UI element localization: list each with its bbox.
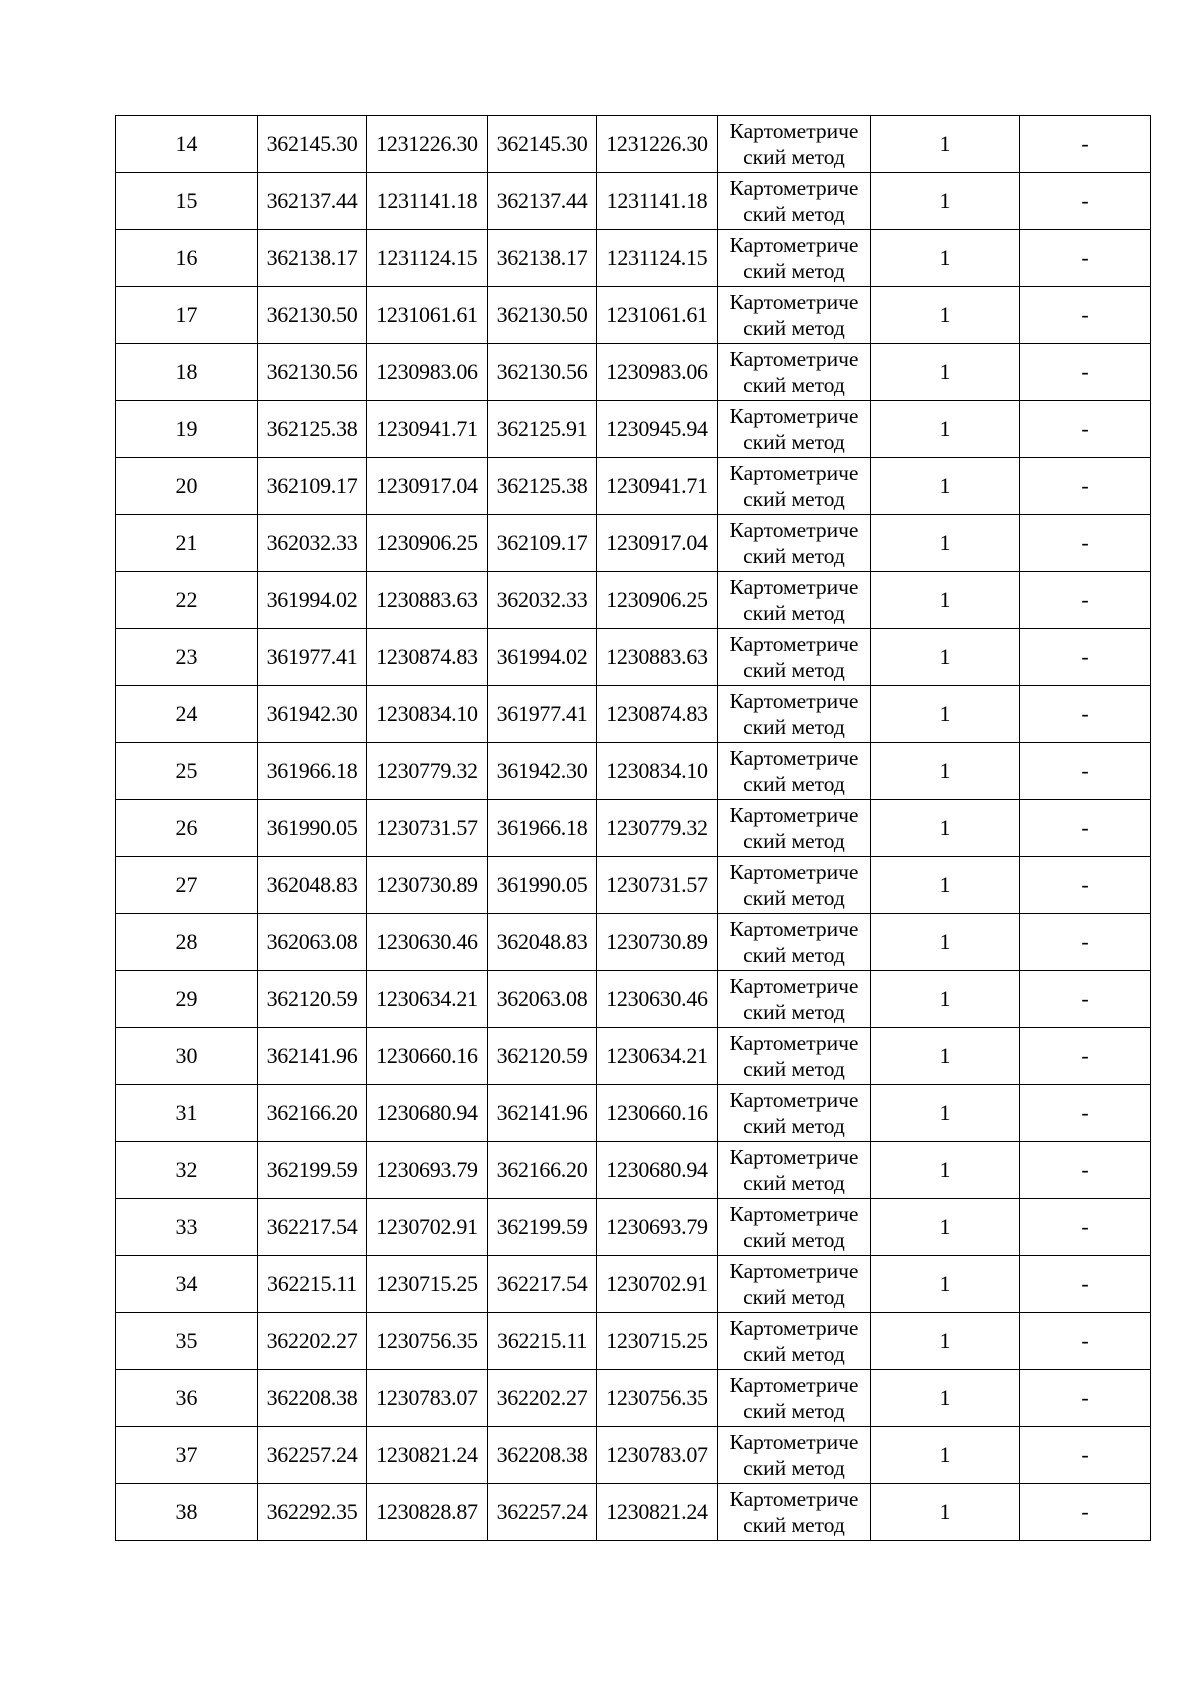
x-refined-cell: 362048.83 (488, 914, 597, 971)
point-number-cell: 26 (116, 800, 258, 857)
x-existing-cell: 362120.59 (258, 971, 367, 1028)
method-line-2: ский метод (743, 202, 845, 226)
y-refined-cell: 1230715.25 (597, 1313, 718, 1370)
method-line-2: ский метод (743, 943, 845, 967)
y-refined-cell: 1231124.15 (597, 230, 718, 287)
method-line-2: ский метод (743, 1342, 845, 1366)
method-line-2: ский метод (743, 658, 845, 682)
method-line-2: ский метод (743, 430, 845, 454)
x-existing-cell: 362202.27 (258, 1313, 367, 1370)
table-row (116, 1313, 1151, 1370)
note-cell: - (1020, 1199, 1151, 1256)
accuracy-cell: 1 (871, 230, 1020, 287)
table-body (116, 116, 1151, 1541)
x-refined-cell: 362141.96 (488, 1085, 597, 1142)
note-cell: - (1020, 1256, 1151, 1313)
x-existing-cell: 361942.30 (258, 686, 367, 743)
table-row (116, 800, 1151, 857)
x-existing-cell: 362109.17 (258, 458, 367, 515)
method-cell (718, 857, 871, 914)
y-existing-cell: 1230983.06 (367, 344, 488, 401)
note-cell: - (1020, 458, 1151, 515)
x-refined-cell: 362125.38 (488, 458, 597, 515)
y-refined-cell: 1230983.06 (597, 344, 718, 401)
point-number-cell: 25 (116, 743, 258, 800)
note-cell: - (1020, 1427, 1151, 1484)
x-existing-cell: 362130.56 (258, 344, 367, 401)
method-line-1: Картометриче (729, 974, 859, 998)
accuracy-cell: 1 (871, 800, 1020, 857)
method-line-2: ский метод (743, 373, 845, 397)
x-refined-cell: 362215.11 (488, 1313, 597, 1370)
y-refined-cell: 1230756.35 (597, 1370, 718, 1427)
method-line-1: Картометриче (729, 746, 859, 770)
method-line-1: Картометриче (729, 689, 859, 713)
x-existing-cell: 362217.54 (258, 1199, 367, 1256)
accuracy-cell: 1 (871, 1427, 1020, 1484)
method-cell (718, 287, 871, 344)
point-number-cell: 14 (116, 116, 258, 173)
accuracy-cell: 1 (871, 401, 1020, 458)
note-cell: - (1020, 1370, 1151, 1427)
y-existing-cell: 1230821.24 (367, 1427, 488, 1484)
method-line-1: Картометриче (729, 1202, 859, 1226)
method-cell (718, 344, 871, 401)
y-refined-cell: 1230630.46 (597, 971, 718, 1028)
table-row (116, 515, 1151, 572)
x-refined-cell: 361990.05 (488, 857, 597, 914)
method-line-2: ский метод (743, 1456, 845, 1480)
note-cell: - (1020, 800, 1151, 857)
x-refined-cell: 361977.41 (488, 686, 597, 743)
y-existing-cell: 1230680.94 (367, 1085, 488, 1142)
y-existing-cell: 1231124.15 (367, 230, 488, 287)
method-cell (718, 1028, 871, 1085)
x-refined-cell: 362109.17 (488, 515, 597, 572)
method-line-2: ский метод (743, 601, 845, 625)
x-existing-cell: 362208.38 (258, 1370, 367, 1427)
y-existing-cell: 1230702.91 (367, 1199, 488, 1256)
table-row (116, 971, 1151, 1028)
method-line-1: Картометриче (729, 917, 859, 941)
y-refined-cell: 1230874.83 (597, 686, 718, 743)
x-existing-cell: 362145.30 (258, 116, 367, 173)
method-cell (718, 401, 871, 458)
table-row (116, 458, 1151, 515)
y-refined-cell: 1230945.94 (597, 401, 718, 458)
table-row (116, 743, 1151, 800)
note-cell: - (1020, 1142, 1151, 1199)
y-refined-cell: 1230680.94 (597, 1142, 718, 1199)
accuracy-cell: 1 (871, 344, 1020, 401)
y-existing-cell: 1230634.21 (367, 971, 488, 1028)
y-existing-cell: 1231226.30 (367, 116, 488, 173)
point-number-cell: 27 (116, 857, 258, 914)
y-existing-cell: 1230834.10 (367, 686, 488, 743)
point-number-cell: 21 (116, 515, 258, 572)
point-number-cell: 34 (116, 1256, 258, 1313)
method-line-1: Картометриче (729, 1259, 859, 1283)
accuracy-cell: 1 (871, 287, 1020, 344)
method-line-2: ский метод (743, 886, 845, 910)
x-refined-cell: 362125.91 (488, 401, 597, 458)
table-row (116, 173, 1151, 230)
note-cell: - (1020, 1028, 1151, 1085)
accuracy-cell: 1 (871, 1313, 1020, 1370)
method-cell (718, 1199, 871, 1256)
point-number-cell: 31 (116, 1085, 258, 1142)
point-number-cell: 19 (116, 401, 258, 458)
y-existing-cell: 1231141.18 (367, 173, 488, 230)
method-line-1: Картометриче (729, 632, 859, 656)
method-line-2: ский метод (743, 1114, 845, 1138)
note-cell: - (1020, 287, 1151, 344)
method-cell (718, 800, 871, 857)
note-cell: - (1020, 572, 1151, 629)
accuracy-cell: 1 (871, 458, 1020, 515)
accuracy-cell: 1 (871, 1256, 1020, 1313)
method-line-1: Картометриче (729, 233, 859, 257)
point-number-cell: 36 (116, 1370, 258, 1427)
method-cell (718, 971, 871, 1028)
table-row (116, 1028, 1151, 1085)
method-cell (718, 116, 871, 173)
y-existing-cell: 1230941.71 (367, 401, 488, 458)
y-refined-cell: 1231061.61 (597, 287, 718, 344)
point-number-cell: 22 (116, 572, 258, 629)
x-existing-cell: 362048.83 (258, 857, 367, 914)
x-existing-cell: 361994.02 (258, 572, 367, 629)
accuracy-cell: 1 (871, 1484, 1020, 1541)
note-cell: - (1020, 116, 1151, 173)
method-line-1: Картометриче (729, 1031, 859, 1055)
method-line-2: ский метод (743, 145, 845, 169)
accuracy-cell: 1 (871, 515, 1020, 572)
accuracy-cell: 1 (871, 857, 1020, 914)
table-row (116, 116, 1151, 173)
method-cell (718, 230, 871, 287)
y-refined-cell: 1230634.21 (597, 1028, 718, 1085)
x-existing-cell: 361990.05 (258, 800, 367, 857)
method-cell (718, 458, 871, 515)
y-refined-cell: 1230783.07 (597, 1427, 718, 1484)
note-cell: - (1020, 686, 1151, 743)
x-refined-cell: 362138.17 (488, 230, 597, 287)
method-line-2: ский метод (743, 1399, 845, 1423)
method-cell (718, 173, 871, 230)
x-refined-cell: 361942.30 (488, 743, 597, 800)
method-line-1: Картометриче (729, 290, 859, 314)
x-refined-cell: 362145.30 (488, 116, 597, 173)
method-line-1: Картометриче (729, 1088, 859, 1112)
x-refined-cell: 362199.59 (488, 1199, 597, 1256)
note-cell: - (1020, 1313, 1151, 1370)
coordinates-table (115, 115, 1151, 1541)
method-line-1: Картометриче (729, 1430, 859, 1454)
y-existing-cell: 1230756.35 (367, 1313, 488, 1370)
table-row (116, 1142, 1151, 1199)
table-row (116, 230, 1151, 287)
y-refined-cell: 1231226.30 (597, 116, 718, 173)
method-line-2: ский метод (743, 1057, 845, 1081)
x-existing-cell: 362125.38 (258, 401, 367, 458)
method-line-1: Картометриче (729, 1145, 859, 1169)
method-line-2: ский метод (743, 715, 845, 739)
method-line-1: Картометриче (729, 803, 859, 827)
method-line-1: Картометриче (729, 404, 859, 428)
method-line-2: ский метод (743, 1000, 845, 1024)
y-refined-cell: 1230693.79 (597, 1199, 718, 1256)
method-cell (718, 1370, 871, 1427)
note-cell: - (1020, 230, 1151, 287)
x-existing-cell: 362141.96 (258, 1028, 367, 1085)
y-existing-cell: 1230874.83 (367, 629, 488, 686)
method-cell (718, 686, 871, 743)
table-row (116, 914, 1151, 971)
accuracy-cell: 1 (871, 1028, 1020, 1085)
method-cell (718, 1427, 871, 1484)
method-line-2: ский метод (743, 1228, 845, 1252)
method-line-2: ский метод (743, 829, 845, 853)
note-cell: - (1020, 629, 1151, 686)
note-cell: - (1020, 743, 1151, 800)
accuracy-cell: 1 (871, 743, 1020, 800)
x-refined-cell: 362130.50 (488, 287, 597, 344)
y-existing-cell: 1230917.04 (367, 458, 488, 515)
x-existing-cell: 362199.59 (258, 1142, 367, 1199)
point-number-cell: 29 (116, 971, 258, 1028)
y-refined-cell: 1230821.24 (597, 1484, 718, 1541)
accuracy-cell: 1 (871, 572, 1020, 629)
accuracy-cell: 1 (871, 914, 1020, 971)
point-number-cell: 20 (116, 458, 258, 515)
x-refined-cell: 362130.56 (488, 344, 597, 401)
method-line-2: ский метод (743, 316, 845, 340)
y-existing-cell: 1230828.87 (367, 1484, 488, 1541)
x-existing-cell: 362292.35 (258, 1484, 367, 1541)
method-line-2: ский метод (743, 1285, 845, 1309)
y-refined-cell: 1230941.71 (597, 458, 718, 515)
note-cell: - (1020, 344, 1151, 401)
y-refined-cell: 1231141.18 (597, 173, 718, 230)
point-number-cell: 37 (116, 1427, 258, 1484)
method-line-1: Картометриче (729, 347, 859, 371)
accuracy-cell: 1 (871, 1142, 1020, 1199)
x-existing-cell: 361966.18 (258, 743, 367, 800)
x-refined-cell: 362032.33 (488, 572, 597, 629)
note-cell: - (1020, 515, 1151, 572)
method-line-2: ский метод (743, 487, 845, 511)
x-refined-cell: 361994.02 (488, 629, 597, 686)
method-line-2: ский метод (743, 1513, 845, 1537)
y-existing-cell: 1230783.07 (367, 1370, 488, 1427)
accuracy-cell: 1 (871, 1085, 1020, 1142)
method-cell (718, 1484, 871, 1541)
point-number-cell: 35 (116, 1313, 258, 1370)
x-refined-cell: 362257.24 (488, 1484, 597, 1541)
y-existing-cell: 1230693.79 (367, 1142, 488, 1199)
table-row (116, 1484, 1151, 1541)
y-existing-cell: 1230779.32 (367, 743, 488, 800)
x-existing-cell: 362215.11 (258, 1256, 367, 1313)
x-refined-cell: 362166.20 (488, 1142, 597, 1199)
x-existing-cell: 361977.41 (258, 629, 367, 686)
x-existing-cell: 362032.33 (258, 515, 367, 572)
note-cell: - (1020, 857, 1151, 914)
x-existing-cell: 362130.50 (258, 287, 367, 344)
method-line-1: Картометриче (729, 860, 859, 884)
accuracy-cell: 1 (871, 173, 1020, 230)
note-cell: - (1020, 173, 1151, 230)
y-refined-cell: 1230660.16 (597, 1085, 718, 1142)
y-refined-cell: 1230917.04 (597, 515, 718, 572)
y-refined-cell: 1230731.57 (597, 857, 718, 914)
point-number-cell: 16 (116, 230, 258, 287)
method-line-1: Картометриче (729, 575, 859, 599)
method-line-2: ский метод (743, 259, 845, 283)
x-refined-cell: 362208.38 (488, 1427, 597, 1484)
point-number-cell: 38 (116, 1484, 258, 1541)
method-line-1: Картометриче (729, 1373, 859, 1397)
accuracy-cell: 1 (871, 1370, 1020, 1427)
accuracy-cell: 1 (871, 1199, 1020, 1256)
method-line-1: Картометриче (729, 119, 859, 143)
y-existing-cell: 1230715.25 (367, 1256, 488, 1313)
method-cell (718, 629, 871, 686)
y-existing-cell: 1230906.25 (367, 515, 488, 572)
table-row (116, 629, 1151, 686)
x-existing-cell: 362137.44 (258, 173, 367, 230)
y-refined-cell: 1230834.10 (597, 743, 718, 800)
y-refined-cell: 1230779.32 (597, 800, 718, 857)
point-number-cell: 32 (116, 1142, 258, 1199)
x-refined-cell: 362137.44 (488, 173, 597, 230)
x-existing-cell: 362138.17 (258, 230, 367, 287)
accuracy-cell: 1 (871, 629, 1020, 686)
x-refined-cell: 362217.54 (488, 1256, 597, 1313)
table-row (116, 401, 1151, 458)
table-row (116, 1199, 1151, 1256)
accuracy-cell: 1 (871, 686, 1020, 743)
x-existing-cell: 362166.20 (258, 1085, 367, 1142)
y-existing-cell: 1230630.46 (367, 914, 488, 971)
method-cell (718, 1256, 871, 1313)
method-line-1: Картометриче (729, 1316, 859, 1340)
point-number-cell: 15 (116, 173, 258, 230)
method-cell (718, 1085, 871, 1142)
point-number-cell: 23 (116, 629, 258, 686)
method-cell (718, 1142, 871, 1199)
method-line-1: Картометриче (729, 518, 859, 542)
method-cell (718, 1313, 871, 1370)
table-row (116, 287, 1151, 344)
method-line-2: ский метод (743, 772, 845, 796)
note-cell: - (1020, 971, 1151, 1028)
method-cell (718, 572, 871, 629)
y-existing-cell: 1231061.61 (367, 287, 488, 344)
note-cell: - (1020, 1484, 1151, 1541)
x-existing-cell: 362063.08 (258, 914, 367, 971)
note-cell: - (1020, 914, 1151, 971)
y-refined-cell: 1230702.91 (597, 1256, 718, 1313)
method-line-2: ский метод (743, 1171, 845, 1195)
y-refined-cell: 1230906.25 (597, 572, 718, 629)
method-cell (718, 515, 871, 572)
table-row (116, 1085, 1151, 1142)
method-line-1: Картометриче (729, 176, 859, 200)
point-number-cell: 28 (116, 914, 258, 971)
y-existing-cell: 1230731.57 (367, 800, 488, 857)
y-refined-cell: 1230730.89 (597, 914, 718, 971)
y-refined-cell: 1230883.63 (597, 629, 718, 686)
y-existing-cell: 1230883.63 (367, 572, 488, 629)
accuracy-cell: 1 (871, 116, 1020, 173)
table-row (116, 1370, 1151, 1427)
table-row (116, 572, 1151, 629)
point-number-cell: 33 (116, 1199, 258, 1256)
table-row (116, 1256, 1151, 1313)
x-refined-cell: 362063.08 (488, 971, 597, 1028)
note-cell: - (1020, 401, 1151, 458)
x-refined-cell: 361966.18 (488, 800, 597, 857)
table-row (116, 1427, 1151, 1484)
method-cell (718, 914, 871, 971)
table-row (116, 686, 1151, 743)
y-existing-cell: 1230730.89 (367, 857, 488, 914)
method-line-1: Картометриче (729, 1487, 859, 1511)
point-number-cell: 18 (116, 344, 258, 401)
point-number-cell: 24 (116, 686, 258, 743)
note-cell: - (1020, 1085, 1151, 1142)
y-existing-cell: 1230660.16 (367, 1028, 488, 1085)
x-refined-cell: 362120.59 (488, 1028, 597, 1085)
method-line-2: ский метод (743, 544, 845, 568)
accuracy-cell: 1 (871, 971, 1020, 1028)
point-number-cell: 30 (116, 1028, 258, 1085)
table-row (116, 857, 1151, 914)
method-line-1: Картометриче (729, 461, 859, 485)
x-refined-cell: 362202.27 (488, 1370, 597, 1427)
table-row (116, 344, 1151, 401)
method-cell (718, 743, 871, 800)
point-number-cell: 17 (116, 287, 258, 344)
x-existing-cell: 362257.24 (258, 1427, 367, 1484)
